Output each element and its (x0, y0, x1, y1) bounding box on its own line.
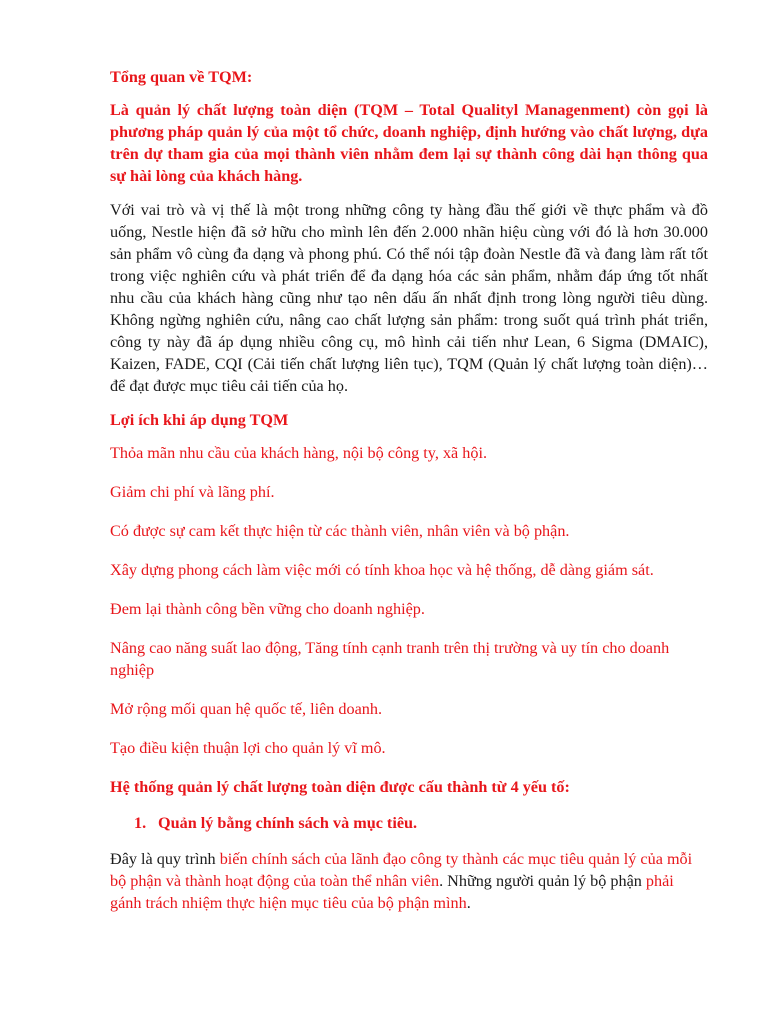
tqm-definition: Là quản lý chất lượng toàn diện (TQM – Total Qualityl Managenment) còn gọi là phương pháp quản lý của một tổ chức, doanh nghiệp, định hướng vào chất lượng, dựa trên dự tham gia của mọi thành viên nhằm đem lại sự thành công dài hạn thông qua sự hài lòng của khách hàng. (110, 101, 708, 185)
benefit-item: Có được sự cam kết thực hiện từ các thành viên, nhân viên và bộ phận. (110, 522, 570, 540)
numbered-item-1 (134, 812, 708, 834)
text-run-highlight: biến chính sách của lãnh đạo công ty thành các mục tiêu quản lý của mỗi bộ phận và thành hoạt động của toàn thể nhân viên (110, 850, 693, 890)
benefit-item: Thỏa mãn nhu cầu của khách hàng, nội bộ công ty, xã hội. (110, 444, 487, 462)
benefit-item: Xây dựng phong cách làm việc mới có tính khoa học và hệ thống, dễ dàng giám sát. (110, 561, 654, 579)
text-run: . (466, 894, 471, 912)
item-number: 1. (134, 814, 147, 832)
item-label: Quản lý bằng chính sách và mục tiêu. (158, 814, 418, 832)
item1-paragraph (110, 848, 708, 914)
text-run: . Những người quản lý bộ phận (439, 872, 646, 890)
benefit-item: Giảm chi phí và lãng phí. (110, 483, 275, 501)
system-heading: Hệ thống quản lý chất lượng toàn diện được cấu thành từ 4 yếu tố: (110, 778, 570, 796)
benefit-item: Mở rộng mối quan hệ quốc tế, liên doanh. (110, 700, 383, 718)
section-title: Tổng quan về TQM: (110, 68, 253, 86)
benefit-item: Đem lại thành công bền vững cho doanh nghiệp. (110, 600, 425, 618)
intro-paragraph: Với vai trò và vị thế là một trong những công ty hàng đầu thế giới về thực phẩm và đồ uống, Nestle hiện đã sở hữu cho mình lên đến 2.000 nhãn hiệu cùng với đó là hơn 30.000 sản phẩm vô cùng đa dạng và phong phú. Có thể nói tập đoàn Nestle đã và đang làm rất tốt trong việc nghiên cứu và phát triển để đa dạng hóa các sản phẩm, nhằm đáp ứng tốt nhất nhu cầu của khách hàng cũng như tạo nên dấu ấn nhất định trong lòng người tiêu dùng. Không ngừng nghiên cứu, nâng cao chất lượng sản phẩm: trong suốt quá trình phát triển, công ty này đã áp dụng nhiều công cụ, mô hình cải tiến như Lean, 6 Sigma (DMAIC), Kaizen, FADE, CQI (Cải tiến chất lượng liên tục), TQM (Quản lý chất lượng toàn diện)… để đạt được mục tiêu cải tiến của họ. (110, 201, 708, 395)
benefit-item: Tạo điều kiện thuận lợi cho quản lý vĩ mô. (110, 739, 386, 757)
benefit-item: Nâng cao năng suất lao động, Tăng tính cạnh tranh trên thị trường và uy tín cho doanh nghiệp (110, 639, 670, 679)
text-run-highlight: phải gánh trách nhiệm thực hiện mục tiêu của bộ phận mình (110, 872, 674, 912)
benefits-heading: Lợi ích khi áp dụng TQM (110, 411, 289, 429)
text-run: Đây là quy trình (110, 850, 220, 868)
